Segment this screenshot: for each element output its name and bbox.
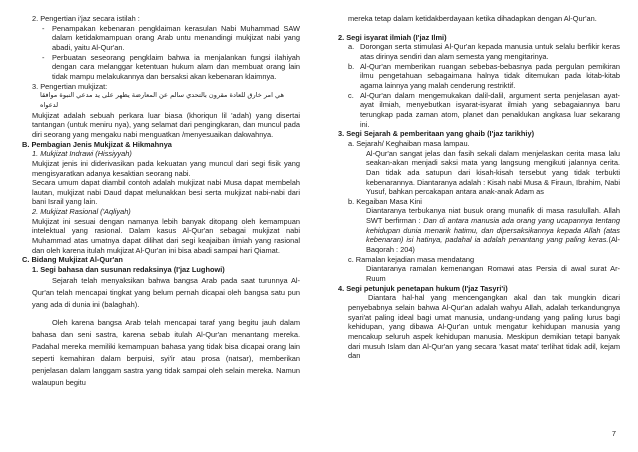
c1-paragraph-2: Oleh karena bangsa Arab telah mencapai taraf yang begitu jauh dalam bahasa dan seni sastra, karena sebab itulah Al-Qur'an menantang mereka. Padahal mereka memiliki kemampuan bahasa yang tidak bisa dicapai orang lain seperti kemahiran dalam berpuisi, syi'ir atau prosa (natsar), memberikan penjelasan dalam langgam sastra yang tidak sampai oleh selain mereka. Namun walaupun begitu: [32, 317, 300, 387]
list-text: Al-Qur'an memberikan ruangan sebebas-bebasnya pada pergulan pemikiran ilmu pengetahuan sebagaimana halnya tidak ditemukan pada kitab-kitab agama lainnya yang malah cenderung restriktif.: [360, 61, 620, 90]
list-marker: b.: [348, 61, 355, 71]
c1-label: 1. Segi bahasa dan susunan redaksinya (I'jaz Lughowi): [32, 265, 225, 275]
r2-title: 2. Segi isyarat ilmiah (I'jaz Ilmi): [338, 32, 447, 42]
r3b-label: b. Kegaiban Masa Kini: [348, 196, 422, 206]
r4-text: Diantara hal-hal yang mencengangkan akal dan tak mungkin dicari penyebabnya selain bahwa Al-Qur'an adalah wahyu Allah, adalah terkandungnya syari'at paling ideal bagi umat manusia, undang-undang yang paling lurus bagi kehidupan, yang dibawa Al-Qur'an untuk mengatur kehidupan manusia yang mencakup seluruh aspek kehidupan manusia. Meskipun demikian tetapi banyak dari musuh Islam dan Al-Qur'an yang secara 'kasat mata' terlihat tidak adil, kejam dan: [348, 293, 620, 361]
bullet-text: Perbuatan seseorang pengklaim bahwa ia menjalankan fungsi ilahiyah dengan cara melanggar ketentuan hukum alam dan membuat orang lain tidak mampu melakukannya dan bersaksi akan kebenaran klaimnya.: [52, 52, 300, 81]
list-marker: a.: [348, 42, 355, 52]
r3c-label: c. Ramalan kejadian masa mendatang: [348, 254, 475, 264]
r3-title: 3. Segi Sejarah & pemberitaan yang ghaib (I'jaz tarikhiy): [338, 129, 535, 139]
right-column: [338, 14, 620, 361]
arabic-definition: هي امر خارق للعادة مقرون بالتحدي سالم عن المعارضة يظهر على يد مدعي النبوة موافقا لدعواه: [40, 91, 284, 109]
r3a-label: a. Sejarah/ Keghaiban masa lampau.: [348, 138, 470, 148]
r3b-plain: Diantaranya terbukanya niat busuk orang munafik di masa rasulullah. Allah SWT berfirman :: [366, 206, 620, 226]
c1-paragraph-1: Sejarah telah menyaksikan bahwa bangsa Arab pada saat turunnya Al-Qur'an telah mencapai tingkat yang belum pernah dicapai oleh bangsa satu pun yang ada di dunia ini (balaghah).: [32, 275, 300, 309]
page-number: 7: [611, 429, 616, 438]
b2-text: Mukjizat ini sesuai dengan namanya lebih banyak ditopang oleh kemampuan intelektual yang rasional. Dalam kasus Al-Qur'an sebagai mukjizat nabi Muhammad atas umatnya dapat dilihat dari segi keajaiban ilmiah yang rasional dan oleh karena itulah mukjizat Al-Qur'an ini bisa abadi sampai hari Qiamat.: [32, 216, 300, 255]
list-item: [338, 91, 620, 130]
bullet-dash: -: [42, 23, 45, 33]
b1-label: 1. Mukjizat Indrawi (Hissiyyah): [32, 149, 132, 159]
b2-label: 2. Mukjizat Rasional ('Aqliyah): [32, 207, 131, 217]
list-text: Al-Qur'an dalam mengemukakan dalil-dalil, argument serta penjelasan ayat-ayat ilmiah, menyebutkan isyarat-isyarat ilmiah yang sebagaiannya baru terungkap pada zaman atom, planet dan penaklukan angkasa luar sekarang ini.: [360, 90, 620, 129]
bullet-item: [22, 53, 300, 82]
r3a-text: Al-Qur'an sangat jelas dan fasih sekali dalam menjelaskan cerita masa lalu seakan-akan menjadi saksi mata yang langsung mengikuti jalannya cerita. Dan tidak ada satupun dari kisah-kisah tersebut yang tidak terbukti kebenarannya. Diantaranya adalah : Kisah nabi Musa & Firaun, Ibrahim, Nabi Yusuf, bahkan percakapan antara anak-anak Adam as: [366, 148, 620, 197]
r3c-text: Diantaranya ramalan kemenangan Romawi atas Persia di awal surat Ar-Ruum: [366, 264, 620, 284]
list-item: [338, 62, 620, 91]
r3b-ref: (Al-Baqorah : 204): [366, 235, 620, 255]
bullet-text: Penampakan kebenaran pengklaiman kerasulan Nabi Muhammad SAW dalam ketidakmampuan orang Arab untu menandingi mukjizat nabi yang abadi, yaitu Al-Qur'an.: [52, 23, 300, 52]
r4-title: 4. Segi petunjuk penetapan hukum (I'jaz Tasyri'i): [338, 283, 508, 293]
b1-text-2: Secara umum dapat diambil contoh adalah mukjizat nabi Musa dapat membelah lautan, mukjizat nabi Daud dapat melunakkan besi serta mukjizat nabi-nabi dari bani Israil yang lain.: [32, 178, 300, 207]
bullet-dash: -: [42, 52, 45, 62]
continuation-text: mereka tetap dalam ketidakberdayaan ketika dihadapkan dengan Al-Qur'an.: [348, 14, 597, 23]
r3b-text: [338, 206, 620, 254]
list-item: [338, 42, 620, 61]
list-text: Dorongan serta stimulasi Al-Qur'an kepada manusia untuk selalu berfikir keras atas dirinya sendiri dan alam semesta yang mengitarinya.: [360, 42, 620, 61]
r3b-quote: Dan di antara manusia ada orang yang ucapannya tentang kehidupan dunia menarik hatimu, dan dipersaksikannya kepada Allah (atas kebenaran) isi hatinya, padahal ia adalah penantang yang paling keras.: [366, 216, 620, 245]
b1-text: Mukjizat jenis ini diderivasikan pada kekuatan yang muncul dari segi fisik yang mengisyaratkan adanya kesaktian seorang nabi.: [32, 158, 300, 178]
mukjizat-definition: Mukjizat adalah sebuah perkara luar biasa (khoriqun lil 'adah) yang disertai tantangan (untuk meniru nya), yang selamat dari pengingkaran, dan muncul pada diri seorang yang mengaku nabi menguatkan /menyesuaikan dakwahnya.: [32, 110, 300, 139]
left-column: [22, 14, 300, 389]
item-3-label: 3. Pengertian mukjizat:: [32, 81, 108, 91]
item-2-label: 2. Pengertian i'jaz secara istilah :: [32, 14, 140, 23]
section-c-title: C. Bidang Mukjizat Al-Qur'an: [22, 255, 123, 265]
bullet-item: [22, 24, 300, 53]
list-marker: c.: [348, 90, 354, 100]
section-b-title: B. Pembagian Jenis Mukjizat & Hikmahnya: [22, 139, 172, 149]
